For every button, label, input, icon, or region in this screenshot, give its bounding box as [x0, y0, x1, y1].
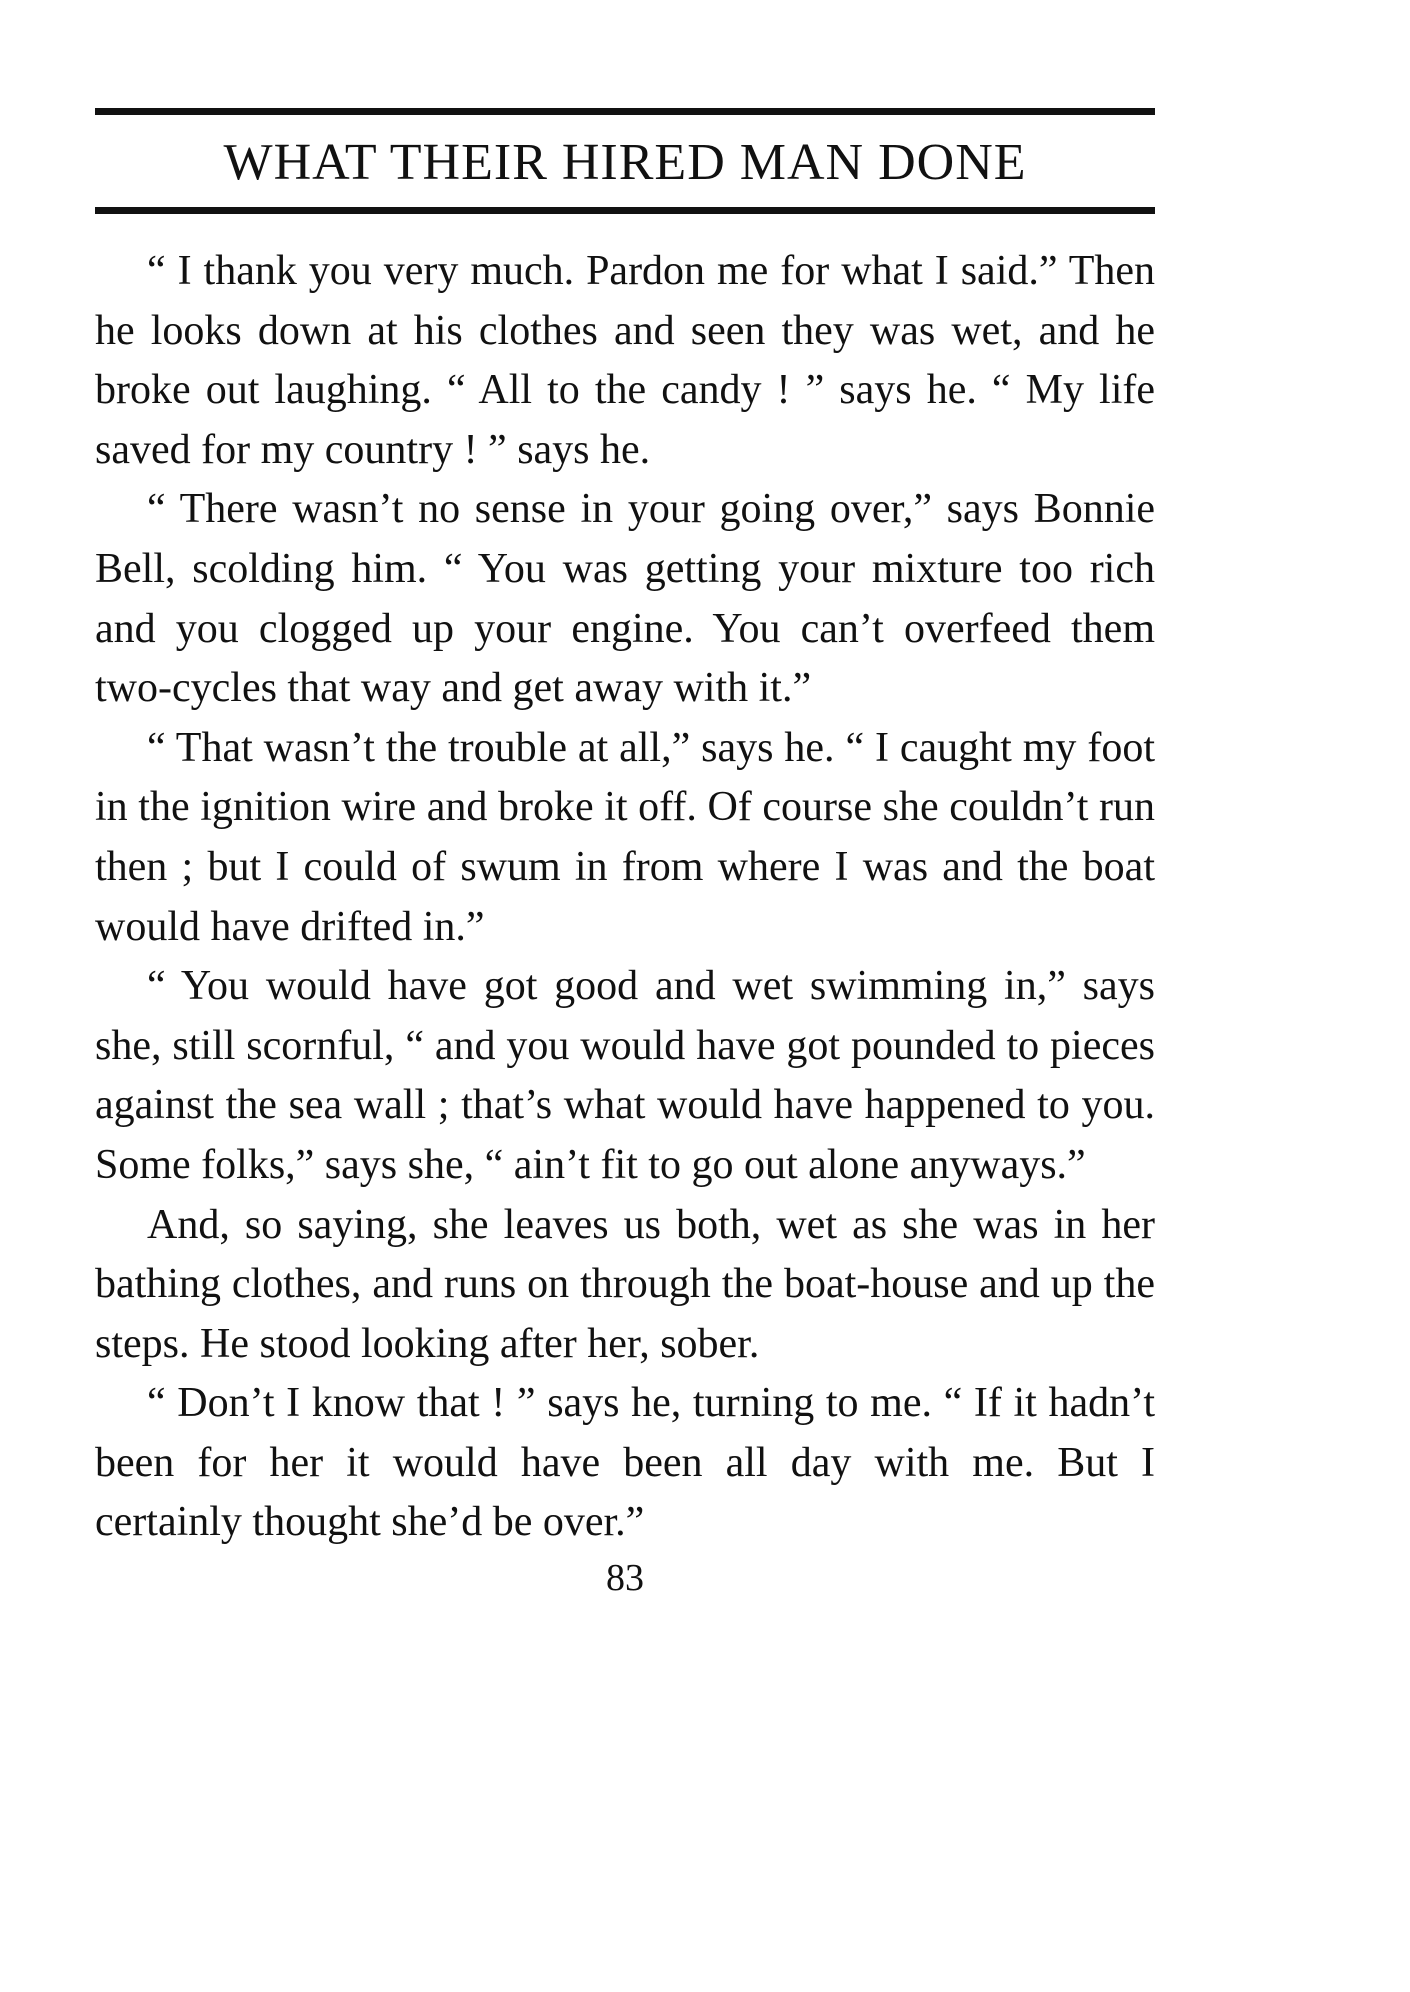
paragraph: “ There wasn’t no sense in your going over,” says Bonnie Bell, scolding him. “ You was getting your mixture too rich and you clogged up your engine. You can’t overfeed them two-cycles that way and get away with it.”: [95, 486, 1155, 712]
paragraph: “ Don’t I know that ! ” says he, turning to me. “ If it hadn’t been for her it would have been all day with me. But I certainly thought she’d be over.”: [95, 1380, 1155, 1546]
page-number: 83: [606, 1557, 644, 1600]
paragraph: “ You would have got good and wet swimming in,” says she, still scornful, “ and you would have got pounded to pieces against the sea wall ; that’s what would have happened to you. Some folks,” says she, “ ain’t fit to go out alone anyways.”: [95, 963, 1155, 1188]
book-page: [95, 108, 1155, 1600]
paragraph: “ I thank you very much. Pardon me for what I said.” Then he looks down at his clothes and seen they was wet, and he broke out laughing. “ All to the candy ! ” says he. “ My life saved for my country ! ” says he.: [95, 248, 1155, 473]
body-text: [95, 242, 1155, 1553]
running-head: WHAT THEIR HIRED MAN DONE: [223, 134, 1027, 191]
header-rule-top: [95, 108, 1155, 115]
header-rule-bottom: [95, 207, 1155, 214]
paragraph: And, so saying, she leaves us both, wet as she was in her bathing clothes, and runs on through the boat-house and up the steps. He stood looking after her, sober.: [95, 1201, 1155, 1367]
paragraph: “ That wasn’t the trouble at all,” says he. “ I caught my foot in the ignition wire and broke it off. Of course she couldn’t run then ; but I could of swum in from where I was and the boat would have drifted in.”: [95, 724, 1155, 950]
